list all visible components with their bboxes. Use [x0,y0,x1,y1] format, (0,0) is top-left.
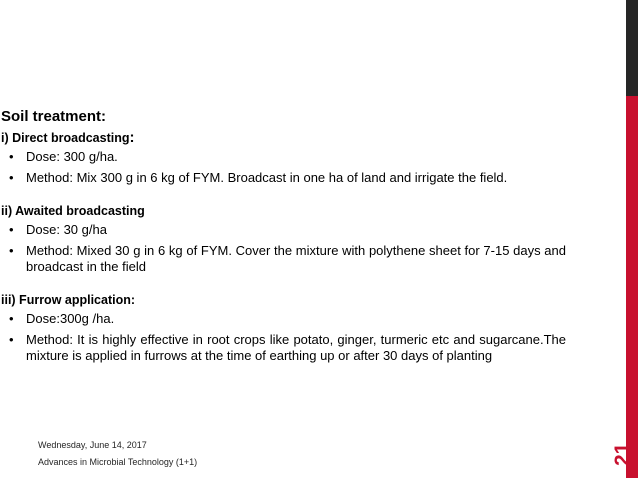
section-heading-text: iii) Furrow application: [1,293,136,307]
page-number: 21 [611,442,634,466]
bullet-text: Method: Mix 300 g in 6 kg of FYM. Broadcast in one ha of land and irrigate the field. [26,170,508,185]
bullet-text: Method: Mixed 30 g in 6 kg of FYM. Cover the mixture with polythene sheet for 7-15 days and broadcast in the field [26,243,566,274]
bullet-list-direct-broadcasting [0,149,566,186]
section-heading-colon: : [129,129,135,146]
list-item [0,222,566,238]
section-heading-awaited-broadcasting [1,203,566,219]
section-heading-direct-broadcasting [1,130,566,146]
edge-bar-dark [626,0,638,96]
bullet-list-awaited-broadcasting [0,222,566,275]
section-heading-text: i) Direct broadcasting [1,131,130,145]
list-item [0,332,566,364]
slide-title: Soil treatment: [1,108,107,125]
slide-content [0,108,566,369]
bullet-icon: • [9,243,14,258]
list-item [0,311,566,327]
bullet-list-furrow-application [0,311,566,364]
bullet-icon: • [9,170,14,185]
section-heading-text: ii) Awaited broadcasting [1,204,145,218]
bullet-text: Method: It is highly effective in root crops like potato, ginger, turmeric etc and sugarcane.The mixture is applied in furrows at the time of earthing up or after 30 days of planting [26,332,566,363]
section-heading-furrow-application [1,292,566,308]
bullet-icon: • [9,311,14,326]
bullet-icon: • [9,222,14,237]
bullet-icon: • [9,149,14,164]
list-item [0,170,566,186]
edge-bar-red [626,96,638,478]
footer-course-title: Advances in Microbial Technology (1+1) [38,457,198,467]
list-item [0,243,566,275]
list-item [0,149,566,165]
footer-date: Wednesday, June 14, 2017 [38,440,147,450]
bullet-text: Dose: 30 g/ha [26,222,107,237]
bullet-text: Dose: 300 g/ha. [26,149,118,164]
bullet-icon: • [9,332,14,347]
bullet-text: Dose:300g /ha. [26,311,115,326]
